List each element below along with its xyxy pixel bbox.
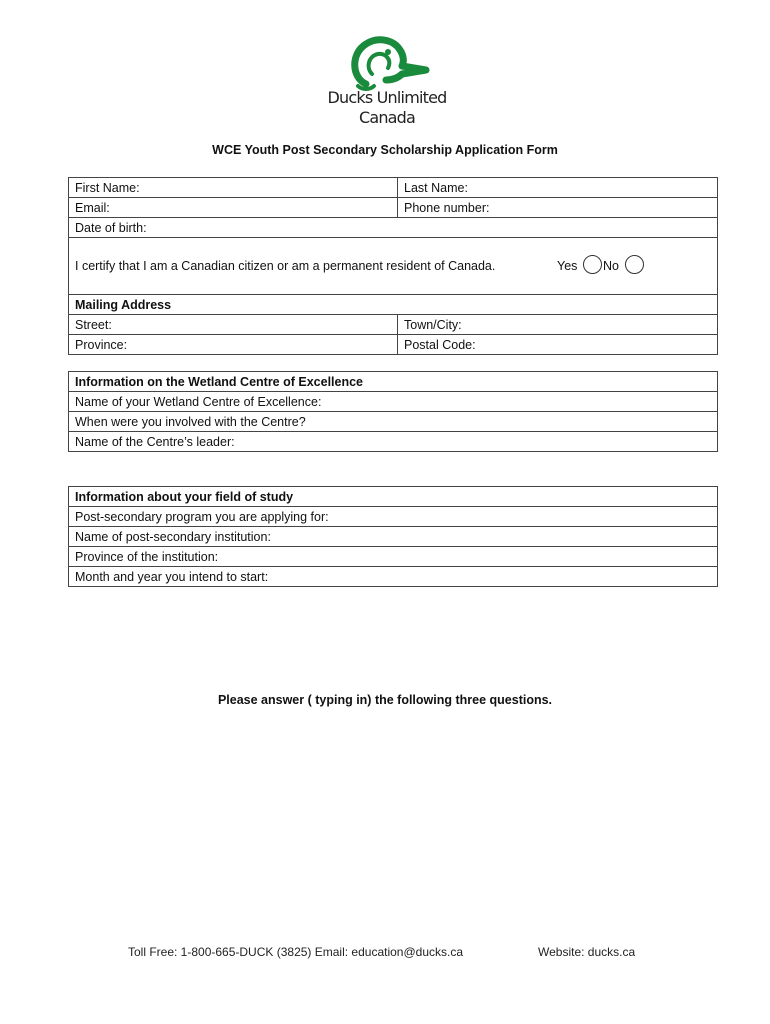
citizenship-row (69, 238, 718, 295)
logo-title: Ducks Unlimited (327, 88, 447, 107)
first-name-field[interactable]: First Name: (69, 178, 398, 198)
no-label: No (603, 259, 619, 273)
questions-instruction: Please answer ( typing in) the following three questions. (217, 693, 553, 707)
personal-info-table (68, 177, 718, 355)
no-radio[interactable] (625, 255, 644, 274)
centre-involvement-field[interactable]: When were you involved with the Centre? (69, 412, 718, 432)
institution-field[interactable]: Name of post-secondary institution: (69, 527, 718, 547)
yes-label: Yes (557, 259, 578, 273)
mailing-address-heading: Mailing Address (69, 295, 718, 315)
centre-name-field[interactable]: Name of your Wetland Centre of Excellence: (69, 392, 718, 412)
footer-contact: Toll Free: 1-800-665-DUCK (3825) Email: education@ducks.ca (128, 945, 463, 959)
program-field[interactable]: Post-secondary program you are applying for: (69, 507, 718, 527)
last-name-field[interactable]: Last Name: (398, 178, 718, 198)
province-field[interactable]: Province: (69, 335, 398, 355)
town-field[interactable]: Town/City: (398, 315, 718, 335)
wetland-centre-table (68, 371, 718, 452)
yes-radio[interactable] (583, 255, 602, 274)
centre-leader-field[interactable]: Name of the Centre’s leader: (69, 432, 718, 452)
footer-website: Website: ducks.ca (538, 945, 636, 959)
logo-subtitle: Canada (358, 108, 416, 127)
dob-field[interactable]: Date of birth: (69, 218, 718, 238)
phone-field[interactable]: Phone number: (398, 198, 718, 218)
street-field[interactable]: Street: (69, 315, 398, 335)
wetland-heading: Information on the Wetland Centre of Excellence (69, 372, 718, 392)
start-date-field[interactable]: Month and year you intend to start: (69, 567, 718, 587)
citizenship-statement: I certify that I am a Canadian citizen or am a permanent resident of Canada. (75, 259, 496, 273)
postal-code-field[interactable]: Postal Code: (398, 335, 718, 355)
form-title: WCE Youth Post Secondary Scholarship Application Form (212, 143, 558, 157)
study-heading: Information about your field of study (69, 487, 718, 507)
field-of-study-table (68, 486, 718, 587)
institution-province-field[interactable]: Province of the institution: (69, 547, 718, 567)
email-field[interactable]: Email: (69, 198, 398, 218)
